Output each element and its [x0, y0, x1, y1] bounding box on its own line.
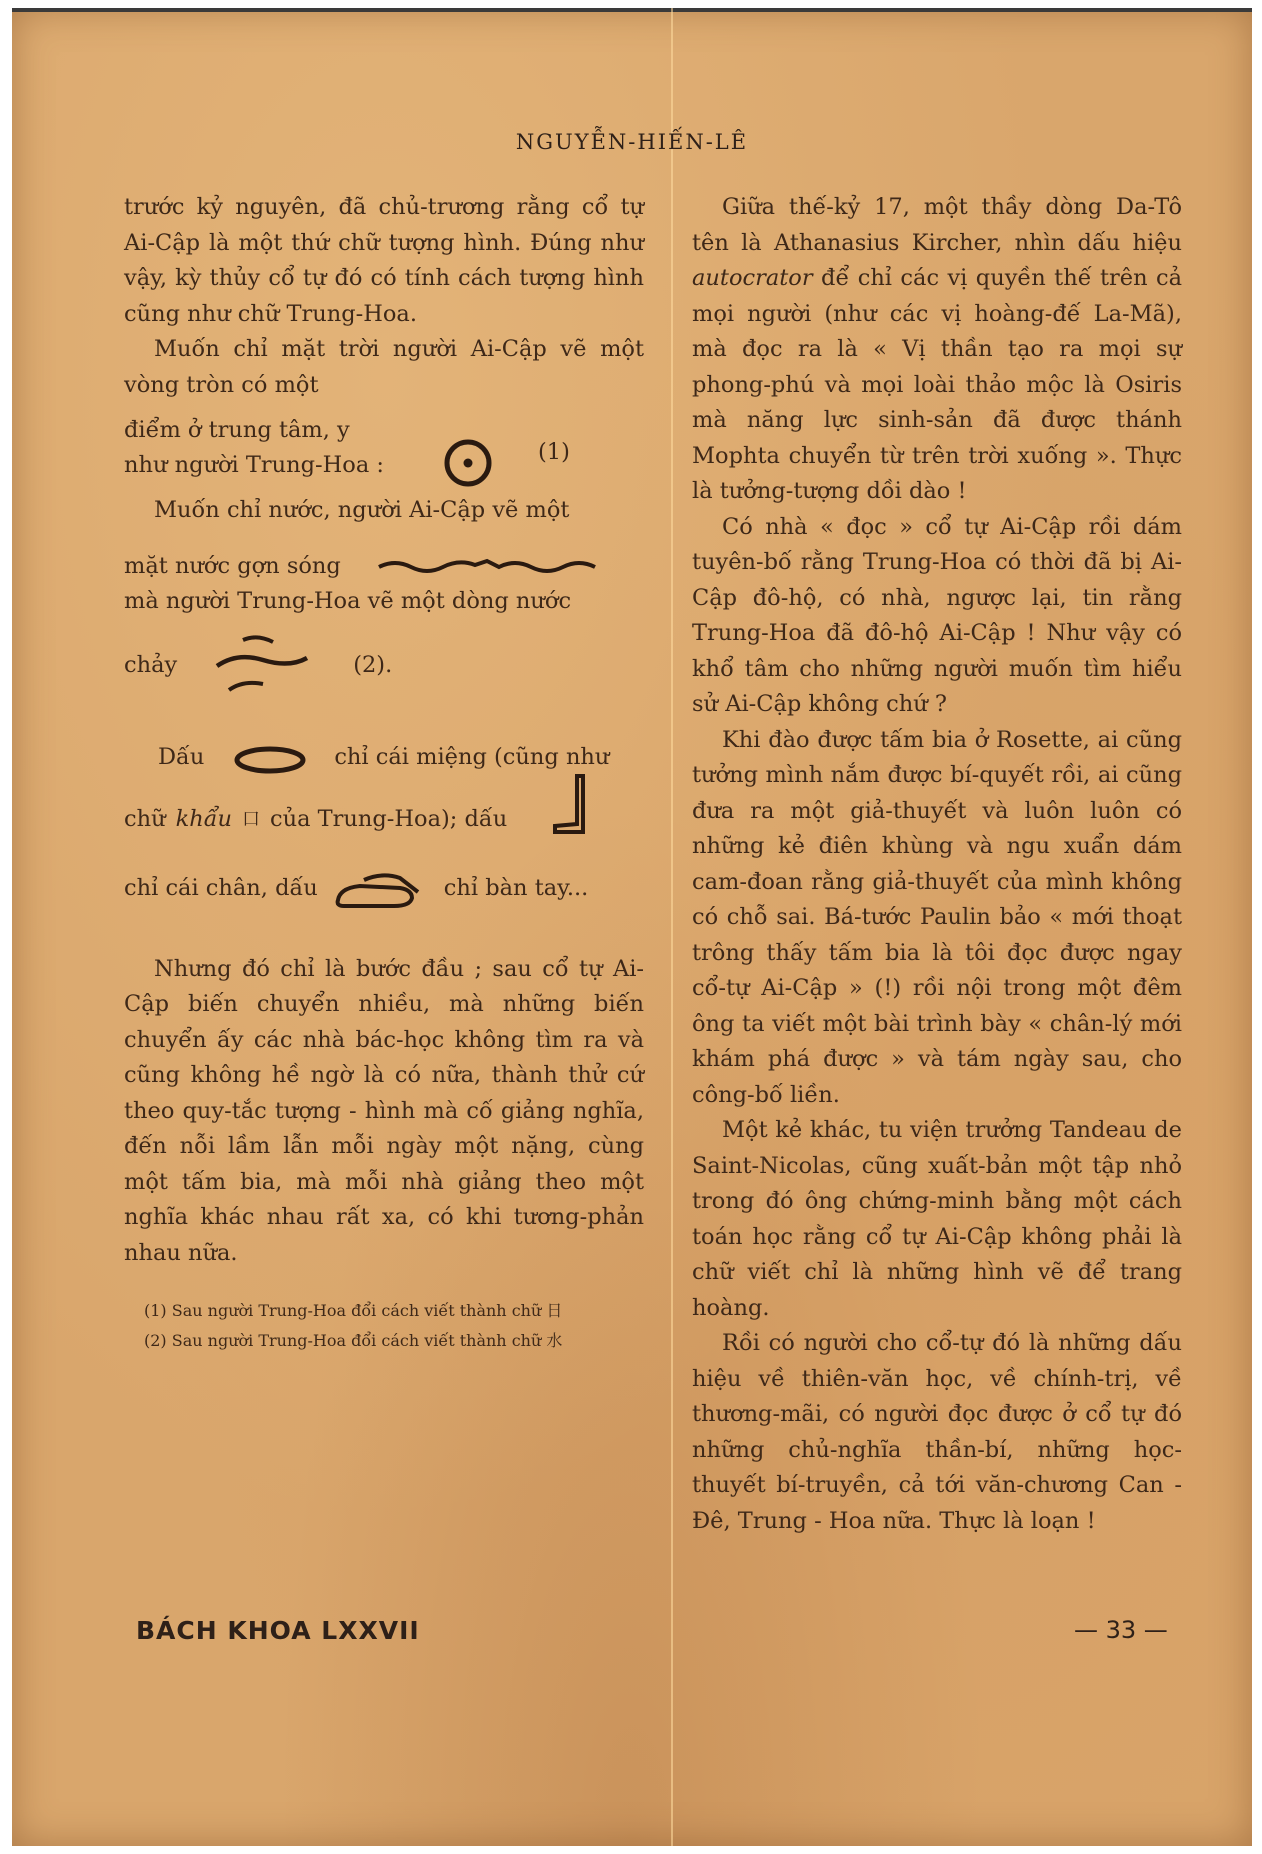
sun-example-row	[124, 403, 644, 493]
mouth-text-post: chỉ cái miệng (cũng như	[334, 743, 610, 770]
hand-text-pre: chỉ cái chân, dấu	[124, 874, 318, 901]
khau-word: khẩu	[175, 805, 232, 832]
footnote-2: (2) Sau người Trung-Hoa đổi cách viết thành chữ 水	[144, 1331, 563, 1350]
hand-text-post: chỉ bàn tay...	[443, 874, 589, 901]
right-paragraph-4: Một kẻ khác, tu viện trưởng Tandeau de Saint-Nicolas, cũng xuất-bản một tập nhỏ trong đó ông chứng-minh bằng một cách toán học rằng cổ tự Ai-Cập không phải là chữ viết chỉ là những hình vẽ để trang hoàng.	[692, 1117, 1182, 1321]
footnote-1: (1) Sau người Trung-Hoa đổi cách viết thành chữ 日	[144, 1301, 563, 1320]
left-paragraph-1: trước kỷ nguyên, đã chủ-trương rằng cổ tự Ai-Cập là một thứ chữ tượng hình. Đúng như vậy, kỳ thủy cổ tự đó có tính cách tượng hình cũng như chữ Trung-Hoa.	[124, 194, 644, 327]
top-rule	[12, 8, 1252, 12]
right-paragraph-5: Rồi có người cho cổ-tự đó là những dấu hiệu về thiên-văn học, về chính-trị, về thương-mãi, có người đọc được ở cổ tự đó những chủ-nghĩa thần-bí, những học-thuyết bí-truyền, cả tới văn-chương Can - Đê, Trung - Hoa nữa. Thực là loạn !	[692, 1330, 1182, 1534]
flowing-water-glyph-icon	[207, 630, 317, 702]
water-text-line-2: mặt nước gợn sóng	[124, 552, 341, 579]
autocrator-word: autocrator	[692, 265, 813, 291]
foot-text-pre: chữ	[124, 805, 166, 832]
right-paragraph-1-a: Giữa thế-kỷ 17, một thầy dòng Da-Tô tên là Athanasius Kircher, nhìn dấu hiệu	[692, 194, 1182, 256]
page-fold	[671, 8, 673, 1846]
page-number: — 33 —	[1074, 1616, 1168, 1644]
journal-footer: BÁCH KHOA LXXVII	[136, 1616, 420, 1645]
left-paragraph-sun-line-1: Muốn chỉ mặt trời người Ai-Cập vẽ một vòng tròn có một	[124, 336, 644, 398]
water-text-line-3: mà người Trung-Hoa vẽ một dòng nước	[124, 588, 572, 614]
sun-text-line-3: như người Trung-Hoa :	[124, 452, 384, 478]
footnotes	[124, 1299, 644, 1353]
hand-glyph-icon	[330, 866, 430, 912]
left-paragraph-5: Nhưng đó chỉ là bước đầu ; sau cổ tự Ai-Cập biến chuyển nhiều, mà những biến chuyển ấy các nhà bác-học không tìm ra và cũng không hề ngờ là có nữa, thành thử cứ theo quy-tắc tượng - hình mà cố giảng nghĩa, đến nỗi lầm lẫn mỗi ngày một nặng, cùng một tấm bia, mà mỗi nhà giảng theo một nghĩa khác nhau rất xa, có khi tương-phản nhau nữa.	[124, 955, 644, 1266]
right-column	[692, 190, 1182, 1539]
foot-text-post: của Trung-Hoa); dấu	[270, 805, 508, 832]
water-example-row	[124, 549, 644, 585]
water-text-line-4: chảy	[124, 651, 178, 678]
foot-glyph-icon	[547, 770, 597, 840]
right-paragraph-3: Khi đào được tấm bia ở Rosette, ai cũng tưởng mình nắm được bí-quyết rồi, ai cũng đưa ra một giả-thuyết và luôn luôn có những kẻ điên khùng và ngu xuẩn dám cam-đoan rằng giả-thuyết của mình không có chỗ sai. Bá-tước Paulin bảo « mới thoạt trông thấy tấm bia là tôi đọc được ngay cổ-tự Ai-Cập » (!) rồi nội trong một đêm ông ta viết một bài trình bày « chân-lý mới khám phá được » và tám ngày sau, cho công-bố liền.	[692, 726, 1182, 1108]
running-head-author: NGUYỄN-HIẾN-LÊ	[515, 130, 749, 154]
right-paragraph-2: Có nhà « đọc » cổ tự Ai-Cập rồi dám tuyên-bố rằng Trung-Hoa có thời đã bị Ai-Cập đô-hộ, có nhà, ngược lại, tin rằng Trung-Hoa đã đô-hộ Ai-Cập ! Như vậy có khổ tâm cho những người muốn tìm hiểu sử Ai-Cập không chứ ?	[692, 513, 1182, 717]
khau-character-icon: 口	[242, 808, 260, 830]
hand-example-row	[124, 866, 644, 912]
right-paragraph-1	[692, 190, 1182, 510]
flowing-water-row	[124, 630, 644, 702]
mouth-glyph-icon	[226, 736, 316, 780]
sun-text-line-2: điểm ở trung tâm, y	[124, 416, 350, 443]
footnote-ref-1: (1)	[538, 439, 570, 466]
sun-glyph-icon	[438, 433, 498, 493]
magazine-page	[12, 8, 1252, 1846]
foot-example-row	[124, 800, 644, 840]
rippled-water-glyph-icon	[375, 553, 605, 579]
sun-text-block	[124, 413, 434, 484]
footnote-ref-2: (2).	[353, 651, 393, 678]
mouth-text-pre: Dấu	[158, 743, 205, 770]
right-paragraph-1-b: để chỉ các vị quyền thế trên cả mọi người (như các vị hoàng-đế La-Mã), mà đọc ra là « Vị thần tạo ra mọi sự phong-phú và mọi loài thảo mộc là Osiris mà năng lực sinh-sản đã được thánh Mophta chuyển từ trên trời xuống ». Thực là tưởng-tượng dồi dào !	[692, 265, 1183, 504]
left-column	[124, 190, 644, 1359]
water-text-line-1: Muốn chỉ nước, người Ai-Cập vẽ một	[154, 497, 570, 523]
